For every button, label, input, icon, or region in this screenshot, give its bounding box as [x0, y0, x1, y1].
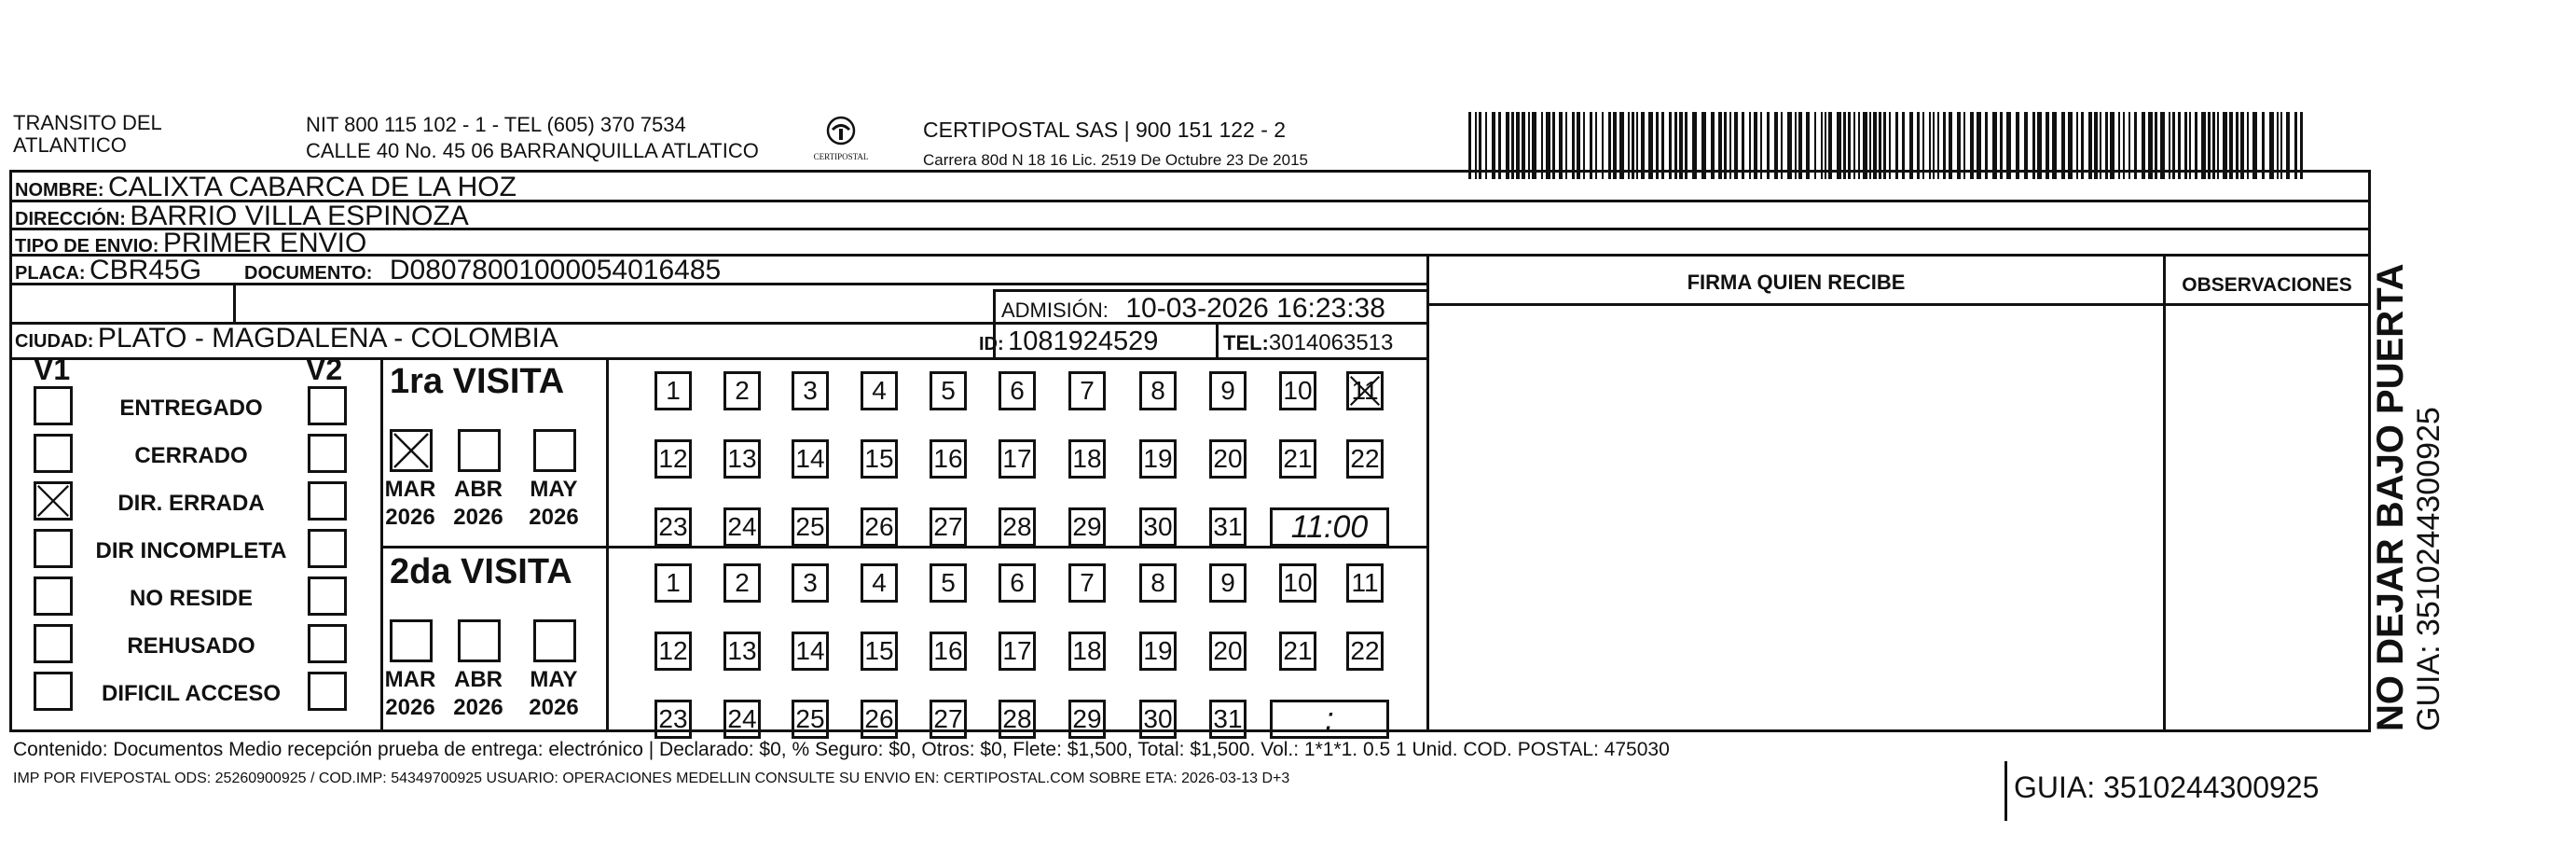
- issuer-name: [13, 112, 162, 157]
- license-text: Carrera 80d N 18 16 Lic. 2519 De Octubre 23 De 2015: [923, 151, 1308, 169]
- day-number: 30: [1143, 512, 1173, 541]
- side-guia: GUIA: 3510244300925: [2411, 407, 2446, 731]
- visit1-day-box[interactable]: [1209, 507, 1247, 547]
- visit1-day-box[interactable]: [654, 371, 692, 410]
- visit2-title: 2da VISITA: [390, 552, 572, 591]
- visit2-day-box[interactable]: [1209, 632, 1247, 671]
- visit1-month-label: [450, 476, 506, 532]
- day-number: 24: [727, 704, 757, 733]
- day-number: 20: [1213, 636, 1243, 665]
- visit2-day-box[interactable]: [930, 563, 967, 603]
- imp-text: IMP POR FIVEPOSTAL ODS: 25260900925 / COD.IMP: 54349700925 USUARIO: OPERACIONES MEDELLIN CONSULTE SU ENVIO EN: CERTIPOSTAL.COM SOBRE ETA: 2026-03-13 D+3: [13, 771, 1290, 786]
- day-number: 15: [864, 636, 894, 665]
- v2-checkbox[interactable]: [308, 434, 347, 473]
- documento-field: [244, 255, 721, 286]
- visit1-day-box[interactable]: [999, 507, 1036, 547]
- month-year: 2026: [385, 505, 435, 530]
- visit1-day-box[interactable]: [999, 371, 1036, 410]
- day-number: 5: [941, 568, 956, 597]
- day-number: 30: [1143, 704, 1173, 733]
- status-option-label: DIR INCOMPLETA: [95, 538, 287, 563]
- id-field: [979, 326, 1158, 357]
- visit2-day-box[interactable]: [792, 563, 829, 603]
- side-labels: [2370, 172, 2446, 731]
- month-name: ABR: [454, 477, 503, 502]
- visit2-day-box[interactable]: [654, 700, 692, 739]
- day-number: 1: [666, 376, 681, 405]
- id-label: ID:: [979, 334, 1004, 354]
- visit1-day-box[interactable]: [1139, 371, 1177, 410]
- visit1-day-box[interactable]: [999, 439, 1036, 479]
- day-number: 1: [666, 568, 681, 597]
- visit2-day-box[interactable]: [723, 700, 761, 739]
- tipo-envio-value: PRIMER ENVIO: [162, 228, 367, 258]
- visit1-time-box[interactable]: 11:00: [1270, 507, 1389, 547]
- visit2-day-box[interactable]: [723, 632, 761, 671]
- visit1-day-box[interactable]: [1346, 439, 1384, 479]
- visit2-day-box[interactable]: [1209, 563, 1247, 603]
- visit1-day-box[interactable]: [723, 371, 761, 410]
- logo-icon: [824, 116, 858, 147]
- day-number: 18: [1072, 444, 1102, 473]
- day-number: 8: [1150, 376, 1165, 405]
- day-number: 2: [735, 568, 750, 597]
- day-number: 6: [1010, 568, 1025, 597]
- v2-checkbox[interactable]: [308, 672, 347, 711]
- direccion-label: DIRECCIÓN:: [15, 209, 126, 229]
- day-number: 14: [795, 444, 825, 473]
- visit2-day-box[interactable]: [654, 563, 692, 603]
- v2-checkbox[interactable]: [308, 624, 347, 663]
- no-dejar-bajo-puerta: NO DEJAR BAJO PUERTA: [2370, 263, 2411, 731]
- visit2-day-box[interactable]: [1139, 632, 1177, 671]
- visit2-day-box[interactable]: [1068, 632, 1106, 671]
- admision-label: ADMISIÓN:: [1001, 299, 1109, 322]
- visit1-day-box[interactable]: [1068, 439, 1106, 479]
- day-number: 6: [1010, 376, 1025, 405]
- day-number: 28: [1002, 704, 1032, 733]
- admision-value: 10-03-2026 16:23:38: [1125, 293, 1385, 324]
- contenido-text: Contenido: Documentos Medio recepción prueba de entrega: electrónico | Declarado: $0, % Seguro: $0, Otros: $0, Flete: $1,500, Total: $1,500. Vol.: 1*1*1. 0.5 1 Unid. COD. POSTAL: 475030: [13, 739, 1670, 760]
- v1-checkbox[interactable]: [34, 672, 73, 711]
- day-number: 29: [1072, 512, 1102, 541]
- day-number: 9: [1220, 376, 1235, 405]
- visit2-month-box[interactable]: [390, 619, 433, 662]
- day-number: 16: [933, 444, 963, 473]
- day-number: 22: [1350, 636, 1380, 665]
- day-number: 3: [803, 568, 818, 597]
- visit2-day-box[interactable]: [1346, 632, 1384, 671]
- month-year: 2026: [529, 695, 579, 720]
- visit2-day-box[interactable]: [861, 700, 898, 739]
- month-year: 2026: [529, 505, 579, 530]
- observaciones-header: OBSERVACIONES: [2182, 274, 2352, 296]
- day-number: 9: [1220, 568, 1235, 597]
- day-number: 12: [658, 636, 688, 665]
- placa-label: PLACA:: [15, 263, 86, 284]
- day-number: 21: [1283, 444, 1313, 473]
- day-number: 25: [795, 704, 825, 733]
- v1-checkbox[interactable]: [34, 624, 73, 663]
- visit1-day-box[interactable]: [1209, 439, 1247, 479]
- day-number: 28: [1002, 512, 1032, 541]
- visit2-day-box[interactable]: [861, 563, 898, 603]
- visit1-month-label: [526, 476, 582, 532]
- day-number: 21: [1283, 636, 1313, 665]
- v2-header: V2: [306, 353, 343, 386]
- day-number: 10: [1283, 568, 1313, 597]
- tel-field: [1223, 330, 1393, 356]
- month-year: 2026: [453, 695, 503, 720]
- day-number: 14: [795, 636, 825, 665]
- visit1-month-label: [382, 476, 438, 532]
- visit1-day-box[interactable]: [1279, 371, 1316, 410]
- visit1-month-box[interactable]: [458, 429, 501, 472]
- day-number: 23: [658, 704, 688, 733]
- ciudad-label: CIUDAD:: [15, 331, 94, 352]
- documento-label: DOCUMENTO:: [244, 263, 373, 284]
- day-number: 15: [864, 444, 894, 473]
- visit1-month-box[interactable]: [390, 429, 433, 472]
- day-number: 18: [1072, 636, 1102, 665]
- visit2-day-box[interactable]: [1139, 563, 1177, 603]
- day-number: 26: [864, 512, 894, 541]
- visit1-day-box[interactable]: [792, 439, 829, 479]
- visit1-day-box[interactable]: [861, 507, 898, 547]
- visit2-day-box[interactable]: [999, 632, 1036, 671]
- day-mark: [1349, 374, 1381, 408]
- visit2-month-label: [382, 666, 438, 722]
- day-number: 17: [1002, 636, 1032, 665]
- v1-checkbox[interactable]: [34, 529, 73, 568]
- visit2-day-box[interactable]: [1346, 563, 1384, 603]
- day-number: 3: [803, 376, 818, 405]
- visit1-day-box[interactable]: [792, 371, 829, 410]
- day-number: 2: [735, 376, 750, 405]
- month-name: MAR: [384, 667, 436, 692]
- status-option-label: ENTREGADO: [119, 396, 263, 421]
- logo-text: CERTIPOSTAL: [813, 152, 869, 161]
- day-number: 19: [1143, 444, 1173, 473]
- visit1-day-box[interactable]: [654, 439, 692, 479]
- issuer-line-2: ATLANTICO: [13, 133, 127, 157]
- ciudad-value: PLATO - MAGDALENA - COLOMBIA: [97, 323, 558, 354]
- visit2-day-box[interactable]: [999, 563, 1036, 603]
- month-name: MAR: [384, 477, 436, 502]
- id-value: 1081924529: [1008, 326, 1159, 356]
- visit2-day-box[interactable]: [654, 632, 692, 671]
- visit1-day-box[interactable]: [654, 507, 692, 547]
- month-name: ABR: [454, 667, 503, 692]
- status-option-label: DIFICIL ACCESO: [101, 681, 281, 706]
- visit1-month-box[interactable]: [533, 429, 576, 472]
- visit2-day-box[interactable]: [792, 632, 829, 671]
- v2-checkbox[interactable]: [308, 481, 347, 521]
- nit-text: NIT 800 115 102 - 1 - TEL (605) 370 7534: [306, 113, 686, 136]
- status-option-label: CERRADO: [134, 443, 248, 468]
- day-number: 5: [941, 376, 956, 405]
- nombre-label: NOMBRE:: [15, 180, 104, 201]
- ciudad-field: [15, 323, 558, 354]
- v1-checkbox[interactable]: [34, 434, 73, 473]
- day-number: 31: [1213, 512, 1243, 541]
- status-option-label: REHUSADO: [127, 633, 255, 659]
- firma-quien-recibe-header: FIRMA QUIEN RECIBE: [1687, 271, 1906, 294]
- day-number: 7: [1080, 376, 1095, 405]
- day-number: 25: [795, 512, 825, 541]
- visit2-day-box[interactable]: [723, 563, 761, 603]
- visit2-day-box[interactable]: [792, 700, 829, 739]
- visit1-day-box[interactable]: [1068, 507, 1106, 547]
- visit1-title: 1ra VISITA: [390, 362, 565, 401]
- status-option-label: NO RESIDE: [129, 586, 254, 611]
- day-number: 19: [1143, 636, 1173, 665]
- footer-guia: GUIA: 3510244300925: [2014, 771, 2320, 804]
- day-number: 23: [658, 512, 688, 541]
- issuer-line-1: TRANSITO DEL: [13, 111, 162, 134]
- day-number: 10: [1283, 376, 1313, 405]
- day-number: 16: [933, 636, 963, 665]
- visit2-month-label: [450, 666, 506, 722]
- nombre-field: [15, 172, 517, 203]
- visit2-time-box[interactable]: :: [1270, 700, 1389, 739]
- visit1-day-box[interactable]: [861, 371, 898, 410]
- visit1-day-box[interactable]: [861, 439, 898, 479]
- nombre-value: CALIXTA CABARCA DE LA HOZ: [108, 172, 517, 202]
- visit1-day-box[interactable]: [930, 371, 967, 410]
- day-number: 4: [872, 568, 887, 597]
- placa-field: [15, 255, 201, 286]
- day-number: 12: [658, 444, 688, 473]
- day-number: 7: [1080, 568, 1095, 597]
- v2-checkbox[interactable]: [308, 576, 347, 616]
- day-number: 24: [727, 512, 757, 541]
- visit2-month-box[interactable]: [533, 619, 576, 662]
- day-number: 13: [727, 636, 757, 665]
- day-number: 11: [1351, 568, 1379, 597]
- direccion-value: BARRIO VILLA ESPINOZA: [130, 201, 469, 231]
- company-name: CERTIPOSTAL SAS | 900 151 122 - 2: [923, 118, 1287, 142]
- month-name: MAY: [530, 667, 578, 692]
- v1-checkbox[interactable]: [34, 481, 73, 521]
- visit2-day-box[interactable]: [1068, 700, 1106, 739]
- visit1-day-box[interactable]: [1068, 371, 1106, 410]
- day-number: 26: [864, 704, 894, 733]
- visit2-month-label: [526, 666, 582, 722]
- visit2-day-box[interactable]: [1139, 700, 1177, 739]
- day-number: 31: [1213, 704, 1243, 733]
- v2-checkbox[interactable]: [308, 386, 347, 425]
- day-number: 4: [872, 376, 887, 405]
- day-number: 17: [1002, 444, 1032, 473]
- day-number: 22: [1350, 444, 1380, 473]
- visit1-day-box[interactable]: [723, 439, 761, 479]
- tel-label: TEL:: [1223, 331, 1269, 354]
- month-year: 2026: [385, 695, 435, 720]
- visit1-day-box[interactable]: [1139, 507, 1177, 547]
- admision-field: [1001, 293, 1385, 325]
- day-number: 20: [1213, 444, 1243, 473]
- visit1-day-box[interactable]: [1209, 371, 1247, 410]
- visit2-day-box[interactable]: [1279, 563, 1316, 603]
- address-text: CALLE 40 No. 45 06 BARRANQUILLA ATLATICO: [306, 139, 759, 162]
- month-year: 2026: [453, 505, 503, 530]
- v2-checkbox[interactable]: [308, 529, 347, 568]
- tipo-envio-label: TIPO DE ENVIO:: [15, 236, 159, 257]
- day-number: 13: [727, 444, 757, 473]
- visit2-day-box[interactable]: [1279, 632, 1316, 671]
- documento-value: D08078001000054016485: [389, 255, 722, 285]
- visit2-day-box[interactable]: [1209, 700, 1247, 739]
- visit1-day-box[interactable]: [1279, 439, 1316, 479]
- visit2-day-box[interactable]: [1068, 563, 1106, 603]
- day-number: 27: [933, 512, 963, 541]
- day-number: 8: [1150, 568, 1165, 597]
- status-option-label: DIR. ERRADA: [117, 491, 265, 516]
- visit1-day-box[interactable]: [792, 507, 829, 547]
- certipostal-logo: [807, 116, 875, 161]
- day-number: 29: [1072, 704, 1102, 733]
- tel-value: 3014063513: [1268, 330, 1394, 355]
- visit1-day-box[interactable]: [723, 507, 761, 547]
- v1-checkbox[interactable]: [34, 576, 73, 616]
- visit1-day-box[interactable]: [1346, 371, 1384, 410]
- day-number: 11: [1351, 376, 1379, 405]
- visit1-day-box[interactable]: [930, 507, 967, 547]
- visit2-day-box[interactable]: [861, 632, 898, 671]
- issuer-contact: [306, 114, 759, 162]
- day-number: 27: [933, 704, 963, 733]
- visit2-day-box[interactable]: [930, 700, 967, 739]
- visit2-day-box[interactable]: [930, 632, 967, 671]
- v1-header: V1: [34, 353, 71, 386]
- visit1-day-box[interactable]: [930, 439, 967, 479]
- v1-checkbox[interactable]: [34, 386, 73, 425]
- placa-value: CBR45G: [90, 255, 202, 285]
- month-name: MAY: [530, 477, 578, 502]
- visit2-day-box[interactable]: [999, 700, 1036, 739]
- visit1-day-box[interactable]: [1139, 439, 1177, 479]
- visit2-month-box[interactable]: [458, 619, 501, 662]
